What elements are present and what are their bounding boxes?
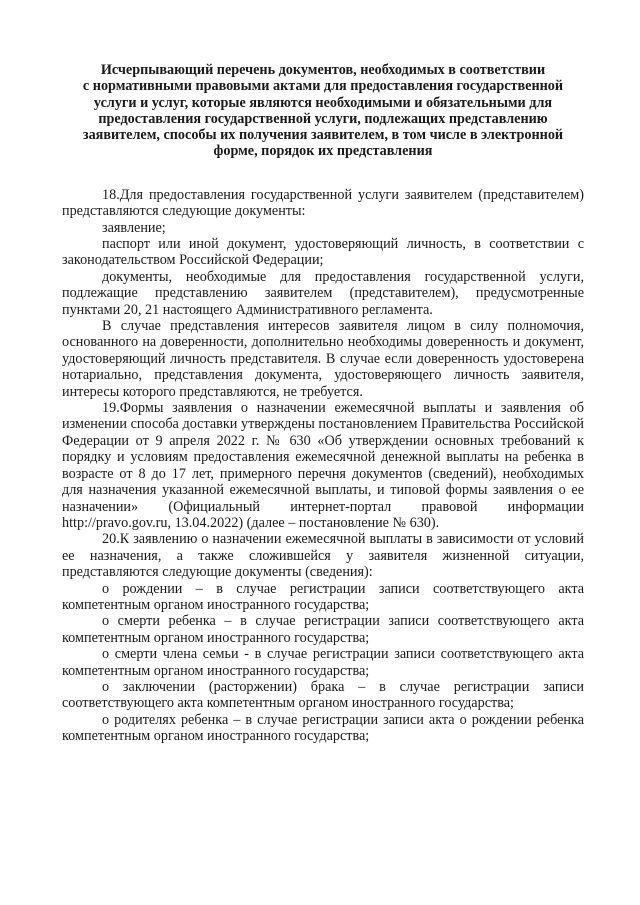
- paragraph-18: 18.Для предоставления государственной услуги заявителем (представителем) представляются следующие документы:: [62, 186, 584, 220]
- list-item-application: заявление;: [102, 219, 166, 236]
- list-item-family-death: о смерти члена семьи - в случае регистрации записи соответствующего акта компетентным органом иностранного государства;: [62, 646, 584, 679]
- heading-line: заявителем, способы их получения заявителем, в том числе в электронной: [82, 127, 564, 144]
- heading-line: предоставления государственной услуги, подлежащих представлению: [98, 110, 548, 127]
- list-item-child-death: о смерти ребенка – в случае регистрации записи соответствующего акта компетентным органом иностранного государства;: [62, 613, 584, 646]
- list-item-marriage: о заключении (расторжении) брака – в случае регистрации записи соответствующего акта компетентным органом иностранного государства;: [62, 678, 584, 712]
- paragraph-19: 19.Формы заявления о назначении ежемесячной выплаты и заявления об изменении способа доставки утверждены постановлением Правительства Российской Федерации от 9 апреля 2022 г. № 630 «Об утверждении основных требований к порядку и условиям предоставления ежемесячной денежной выплаты на ребенка в возрасте от 8 до 17 лет, примерного перечня документов (сведений), необходимых для назначения указанной ежемесячной выплаты, и типовой формы заявления о ее назначении» (Официальный интернет-портал правовой информации http://pravo.gov.ru, 13.04.2022) (далее – постановление № 630).: [62, 400, 584, 531]
- section-heading: [62, 62, 584, 160]
- heading-line: Исчерпывающий перечень документов, необходимых в соответствии: [100, 62, 546, 78]
- list-item-passport: паспорт или иной документ, удостоверяющий личность, в соответствии с законодательством Российской Федерации;: [62, 236, 584, 269]
- document-body: [62, 187, 584, 745]
- paragraph-20: 20.К заявлению о назначении ежемесячной выплаты в зависимости от условий ее назначения, а также сложившейся у заявителя жизненной ситуации, представляются следующие документы (сведения):: [62, 531, 584, 581]
- heading-line: с нормативными правовыми актами для предоставления государственной: [82, 78, 564, 95]
- list-item-birth: о рождении – в случае регистрации записи соответствующего акта компетентным органом иностранного государства;: [62, 580, 584, 613]
- list-item-parents: о родителях ребенка – в случае регистрации записи акта о рождении ребенка компетентным органом иностранного государства;: [62, 711, 584, 745]
- heading-line: услуги и услуг, которые являются необходимыми и обязательными для: [93, 94, 553, 111]
- heading-line: форме, порядок их представления: [213, 143, 433, 160]
- paragraph-representative: В случае представления интересов заявителя лицом в силу полномочия, основанного на доверенности, дополнительно необходимы доверенность и документ, удостоверяющий личность представителя. В случае если доверенность удостоверена нотариально, представления документа, удостоверяющего личность заявителя, интересы которого представляются, не требуется.: [62, 318, 584, 400]
- document-page: [62, 62, 584, 745]
- list-item-documents: документы, необходимые для предоставления государственной услуги, подлежащие представлению заявителем (представителем), предусмотренные пунктами 20, 21 настоящего Административного регламента.: [62, 268, 584, 318]
